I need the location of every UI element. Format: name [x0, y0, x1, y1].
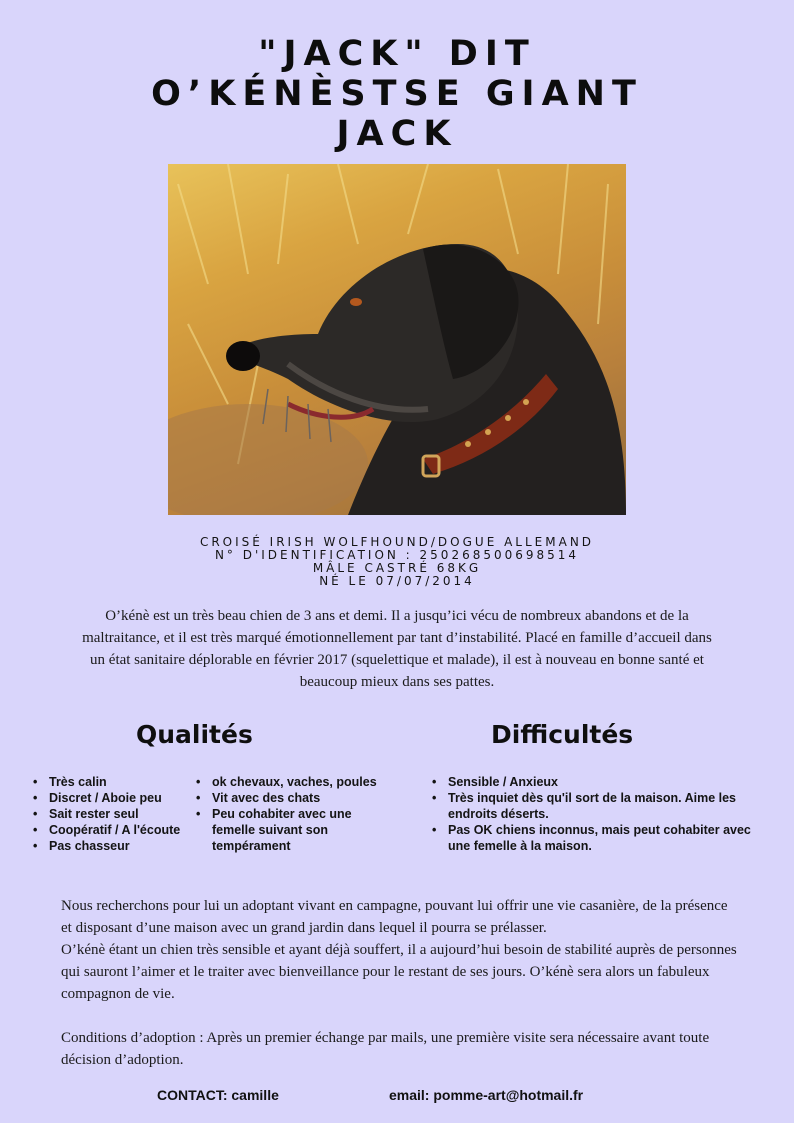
dog-illustration: [168, 164, 626, 515]
qualities-list-2: [194, 774, 384, 854]
list-item: • Pas chasseur: [31, 838, 201, 854]
identity-id: N° D'IDENTIFICATION : 250268500698514: [214, 548, 580, 562]
list-item: • Très calin: [31, 774, 201, 790]
intro-paragraph: O’kénè est un très beau chien de 3 ans et demi. Il a jusqu’ici vécu de nombreux abandons et de la maltraitance, et il est très marqué émotionnellement par tant d’instabilité. Placé en famille d’accueil dans un état sanitaire déplorable en février 2017 (squelettique et malade), il est à nouveau en bonne santé et beaucoup mieux dans ses pattes.: [82, 608, 712, 690]
title-line-3: JACK: [336, 114, 458, 154]
list-item: • ok chevaux, vaches, poules: [194, 774, 384, 790]
list-item: • Vit avec des chats: [194, 790, 384, 806]
body-paragraph-1: Nous recherchons pour lui un adoptant vivant en campagne, pouvant lui offrir une vie casanière, de la présence et disposant d’une maison avec un grand jardin dans lequel il pourra se prélasser.: [61, 898, 728, 936]
list-item: • Sait rester seul: [31, 806, 201, 822]
adoption-text: [61, 895, 741, 1071]
body-paragraph-3: Conditions d’adoption : Après un premier échange par mails, une première visite sera nécessaire avant toute décision d’adoption.: [61, 1030, 710, 1068]
contact-name: CONTACT: camille: [157, 1087, 279, 1103]
identity-sex-weight: MÂLE CASTRÉ 68KG: [312, 561, 482, 575]
contact-email[interactable]: email: pomme-art@hotmail.fr: [389, 1087, 584, 1103]
page-title: [0, 34, 794, 154]
body-paragraph-2: O’kénè étant un chien très sensible et ayant déjà souffert, il a aujourd’hui besoin de stabilité auprès de personnes qui sauront l’aimer et le traiter avec bienveillance pour le restant de ses jours. O’kénè sera alors un fabuleux compagnon de vie.: [61, 942, 737, 1002]
list-item: • Coopératif / A l'écoute: [31, 822, 201, 838]
title-line-1: "JACK" DIT: [258, 34, 536, 74]
identity-birthdate: NÉ LE 07/07/2014: [319, 574, 475, 588]
dog-photo: [168, 164, 626, 515]
difficulties-list: [430, 774, 760, 854]
difficulties-heading: Difficultés: [491, 720, 634, 749]
list-item: • Sensible / Anxieux: [430, 774, 760, 790]
identity-breed: CROISÉ IRISH WOLFHOUND/DOGUE ALLEMAND: [199, 535, 595, 549]
list-item: • Discret / Aboie peu: [31, 790, 201, 806]
list-item: • Peu cohabiter avec une femelle suivant son tempérament: [194, 806, 384, 854]
title-line-2: O’KÉNÈSTSE GIANT: [151, 74, 643, 114]
qualities-heading: Qualités: [136, 720, 253, 749]
paragraph-gap: [61, 1005, 741, 1027]
qualities-list-1: [31, 774, 201, 854]
dog-identity: [0, 536, 794, 588]
list-item: • Pas OK chiens inconnus, mais peut cohabiter avec une femelle à la maison.: [430, 822, 760, 854]
list-item: • Très inquiet dès qu'il sort de la maison. Aime les endroits déserts.: [430, 790, 760, 822]
